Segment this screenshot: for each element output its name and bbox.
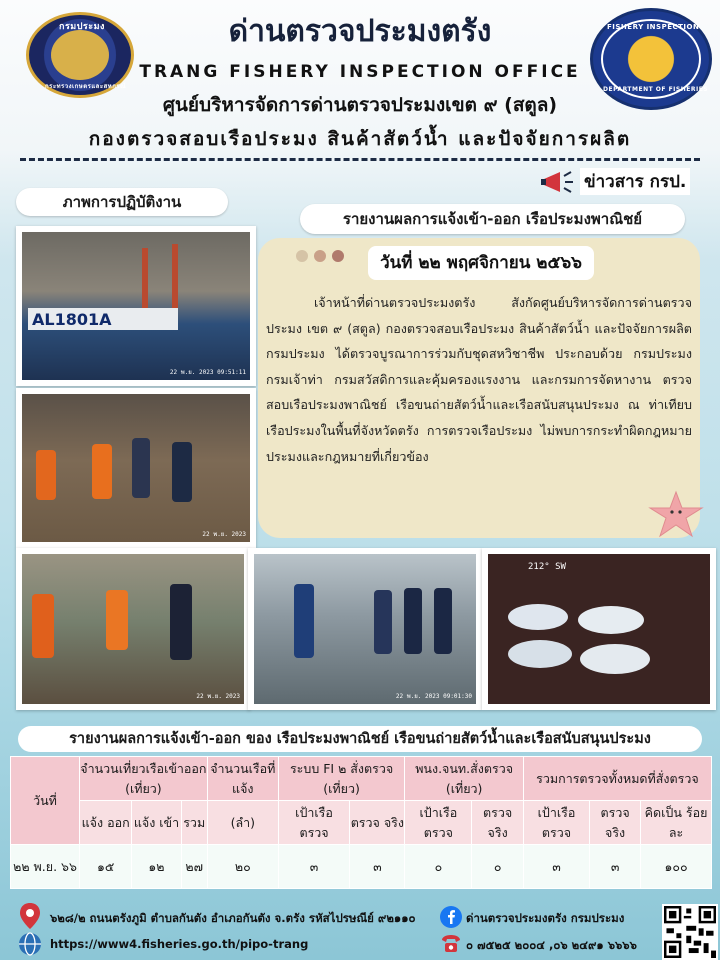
news-label: ข่าวสาร กรป.	[580, 168, 690, 195]
photo-boat	[16, 226, 256, 386]
photo-team-pier	[16, 388, 256, 548]
cell-boats: ๒๐	[207, 845, 278, 889]
cell-out: ๑๕	[80, 845, 132, 889]
sub-total: รวม	[181, 801, 207, 845]
dashed-divider	[20, 158, 700, 161]
cell-staff-actual: ๐	[472, 845, 523, 889]
page-title: ด่านตรวจประมงตรัง	[228, 14, 492, 49]
website-link[interactable]: https://www4.fisheries.go.th/pipo-trang	[50, 937, 309, 951]
sub-target: เป้าเรือ ตรวจ	[278, 801, 350, 845]
sub-percent: คิดเป็น ร้อยละ	[641, 801, 712, 845]
photo-timestamp: 22 พ.ย. 2023	[196, 693, 240, 700]
statistics-table	[10, 756, 712, 889]
photo-timestamp: 22 พ.ย. 2023 09:01:30	[395, 693, 472, 700]
sub-actual: ตรวจ จริง	[472, 801, 523, 845]
report-heading: รายงานผลการแจ้งเข้า-ออก เรือประมงพาณิชย์	[300, 204, 685, 234]
cell-all-actual: ๓	[590, 845, 641, 889]
cell-all-target: ๓	[523, 845, 589, 889]
page-title-english: TRANG FISHERY INSPECTION OFFICE	[139, 62, 581, 82]
sub-target: เป้าเรือ ตรวจ	[523, 801, 589, 845]
megaphone-icon	[540, 170, 574, 194]
sub-unit: (ลำ)	[207, 801, 278, 845]
location-pin-icon	[18, 902, 42, 930]
news-badge	[540, 168, 690, 195]
sub-actual: ตรวจ จริง	[350, 801, 405, 845]
col-boats: จำนวนเรือที่แจ้ง	[207, 757, 278, 801]
col-all: รวมการตรวจทั้งหมดที่สั่งตรวจ	[523, 757, 711, 801]
footer-address: ๖๒๘/๒ ถนนตรังภูมิ ตำบลกันตัง อำเภอกันตัง จ.ตรัง รหัสไปรษณีย์ ๙๒๑๑๐	[50, 911, 416, 925]
center-name: ศูนย์บริหารจัดการด่านตรวจประมงเขต ๙ (สตูล)	[162, 94, 558, 116]
report-body: เจ้าหน้าที่ด่านตรวจประมงตรัง สังกัดศูนย์บริหารจัดการด่านตรวจประมง เขต ๙ (สตูล) กองตรวจสอบเรือประมง สินค้าสัตว์น้ำ และปัจจัยการผลิต กรมประมง ได้ตรวจบูรณาการร่วมกับชุดสหวิชาชีพ ประกอบด้วย กรมประมง กรมเจ้าท่า กรมสวัสดิการและคุ้มครองแรงงาน และกรมการจัดหางาน ตรวจสอบเรือประมงพาณิชย์ เรือขนถ่ายสัตว์น้ำและเรือสนับสนุนประมง ณ ท่าเทียบเรือประมงในพื้นที่จังหวัดตรัง การตรวจเรือประมง ไม่พบการกระทำผิดกฎหมายประมงและกฎหมายที่เกี่ยวข้อง	[266, 295, 692, 464]
sub-actual: ตรวจ จริง	[590, 801, 641, 845]
phone-number: ๐ ๗๕๒๕ ๒๐๐๔ ,๐๖ ๒๔๙๑ ๖๖๖๖	[466, 938, 637, 952]
photo-crew-check	[16, 548, 250, 710]
decorative-dots	[296, 250, 344, 262]
col-staff: พนง.จนท.สั่งตรวจ (เที่ยว)	[405, 757, 524, 801]
table-heading: รายงานผลการแจ้งเข้า-ออก ของ เรือประมงพาณิชย์ เรือขนถ่ายสัตว์น้ำและเรือสนับสนุนประมง	[18, 726, 702, 752]
facebook-page-name[interactable]: ด่านตรวจประมงตรัง กรมประมง	[466, 911, 625, 925]
photo-inspection-dock	[248, 548, 482, 710]
boat-registration: AL1801A	[32, 310, 112, 329]
cell-date: ๒๒ พ.ย. ๖๖	[11, 845, 80, 889]
sub-in: แจ้ง เข้า	[132, 801, 181, 845]
compass-readout: 212° SW	[528, 562, 566, 572]
sub-target: เป้าเรือ ตรวจ	[405, 801, 472, 845]
logo-left-subtext: กระทรวงเกษตรและสหกรณ์	[45, 83, 127, 90]
cell-fi-actual: ๓	[350, 845, 405, 889]
report-date: วันที่ ๒๒ พฤศจิกายน ๒๕๖๖	[368, 246, 594, 280]
logo-left-text: กรมประมง	[59, 22, 105, 32]
col-fi2: ระบบ FI ๒ สั่งตรวจ (เที่ยว)	[278, 757, 405, 801]
logo-right-top-text: FISHERY INSPECTION	[607, 23, 700, 31]
col-trips: จำนวนเที่ยวเรือเข้าออก (เที่ยว)	[80, 757, 208, 801]
photo-timestamp: 22 พ.ย. 2023	[202, 531, 246, 538]
cell-staff-target: ๐	[405, 845, 472, 889]
photo-catch-hold	[482, 548, 716, 710]
cell-percent: ๑๐๐	[641, 845, 712, 889]
photo-timestamp: 22 พ.ย. 2023 09:51:11	[169, 369, 246, 376]
globe-icon	[18, 932, 42, 956]
col-date: วันที่	[11, 757, 80, 845]
table-row	[11, 845, 712, 889]
cell-total: ๒๗	[181, 845, 207, 889]
phone-icon	[440, 934, 462, 954]
cell-fi-target: ๓	[278, 845, 350, 889]
cell-in: ๑๒	[132, 845, 181, 889]
division-name: กองตรวจสอบเรือประมง สินค้าสัตว์น้ำ และปัจจัยการผลิต	[88, 128, 632, 150]
logo-right-bottom-text: DEPARTMENT OF FISHERIES	[603, 86, 709, 93]
operations-heading: ภาพการปฏิบัติงาน	[16, 188, 228, 216]
facebook-icon[interactable]	[440, 906, 462, 928]
starfish-icon	[646, 490, 706, 540]
sub-out: แจ้ง ออก	[80, 801, 132, 845]
qr-code[interactable]	[662, 904, 718, 960]
